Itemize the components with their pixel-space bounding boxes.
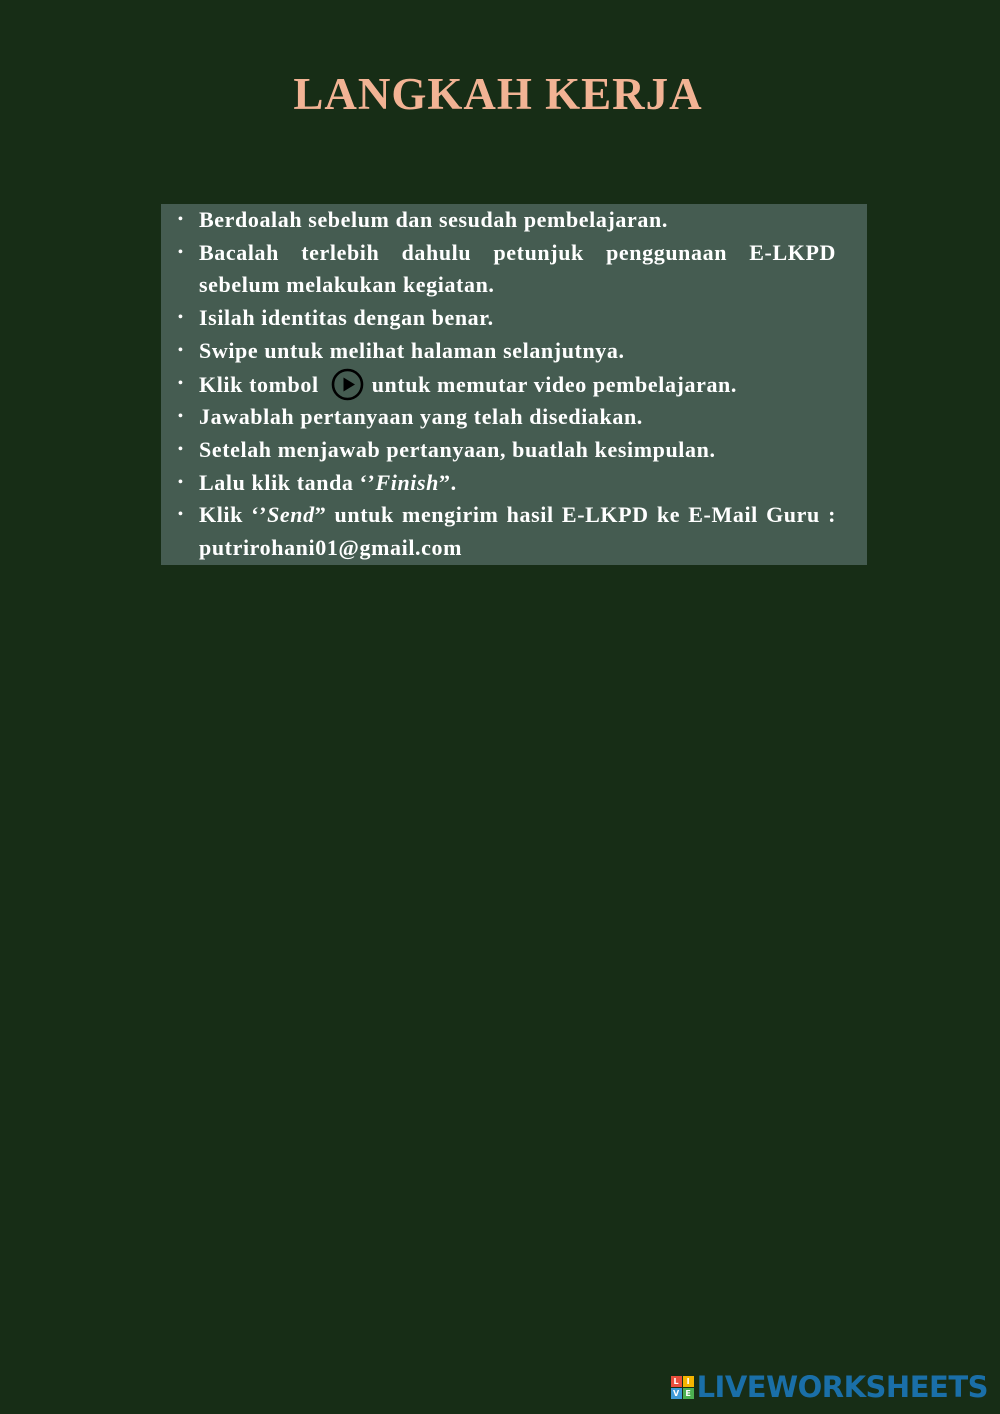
step-text: Swipe untuk melihat halaman selanjutnya. xyxy=(199,337,625,363)
step-item xyxy=(178,467,836,500)
step-text: Bacalah terlebih dahulu petunjuk penggunaan E-LKPD sebelum melakukan kegiatan. xyxy=(199,239,836,298)
steps-list xyxy=(178,204,836,565)
step-item xyxy=(178,237,836,302)
logo-letter: I xyxy=(683,1376,694,1387)
logo-letter: V xyxy=(671,1388,682,1399)
play-circle-icon xyxy=(331,368,364,401)
step-item xyxy=(178,335,836,368)
bullet-icon: • xyxy=(178,409,184,425)
step-text: Jawablah pertanyaan yang telah disediakan. xyxy=(199,404,643,430)
step-text: Setelah menjawab pertanyaan, buatlah kesimpulan. xyxy=(199,436,716,462)
liveworksheets-logo-icon xyxy=(671,1376,694,1399)
bullet-icon: • xyxy=(178,342,184,358)
page-title: LANGKAH KERJA xyxy=(293,69,703,119)
step-item xyxy=(178,401,836,434)
logo-letter: E xyxy=(683,1388,694,1399)
bullet-icon: • xyxy=(178,441,184,457)
step-item xyxy=(178,368,836,402)
liveworksheets-wordmark: LIVEWORKSHEETS xyxy=(696,1370,988,1404)
bullet-icon: • xyxy=(178,310,184,326)
step-item xyxy=(178,204,836,237)
liveworksheets-brand[interactable] xyxy=(671,1370,988,1404)
step-item xyxy=(178,302,836,335)
bullet-icon: • xyxy=(178,474,184,490)
bullet-icon: • xyxy=(178,212,184,227)
steps-box xyxy=(161,204,867,565)
step-text: untuk memutar video pembelajaran. xyxy=(371,371,737,397)
step-emphasis: Finish xyxy=(375,469,439,495)
step-text: Klik ‘’ xyxy=(199,502,268,528)
step-item xyxy=(178,499,836,564)
step-text: ” untuk mengirim hasil E-LKPD ke E-Mail Guru : putrirohani01@gmail.com xyxy=(199,502,836,561)
step-text: Lalu klik tanda ‘’ xyxy=(199,469,376,495)
logo-letter: L xyxy=(671,1376,682,1387)
step-item xyxy=(178,434,836,467)
bullet-icon: • xyxy=(178,375,184,391)
bullet-icon: • xyxy=(178,507,184,523)
step-text: Berdoalah sebelum dan sesudah pembelajaran. xyxy=(199,207,668,232)
bullet-icon: • xyxy=(178,244,184,260)
step-text: Isilah identitas dengan benar. xyxy=(199,305,494,331)
step-emphasis: Send xyxy=(267,502,315,528)
step-text: Klik tombol xyxy=(199,371,319,397)
step-text: ”. xyxy=(439,469,457,495)
